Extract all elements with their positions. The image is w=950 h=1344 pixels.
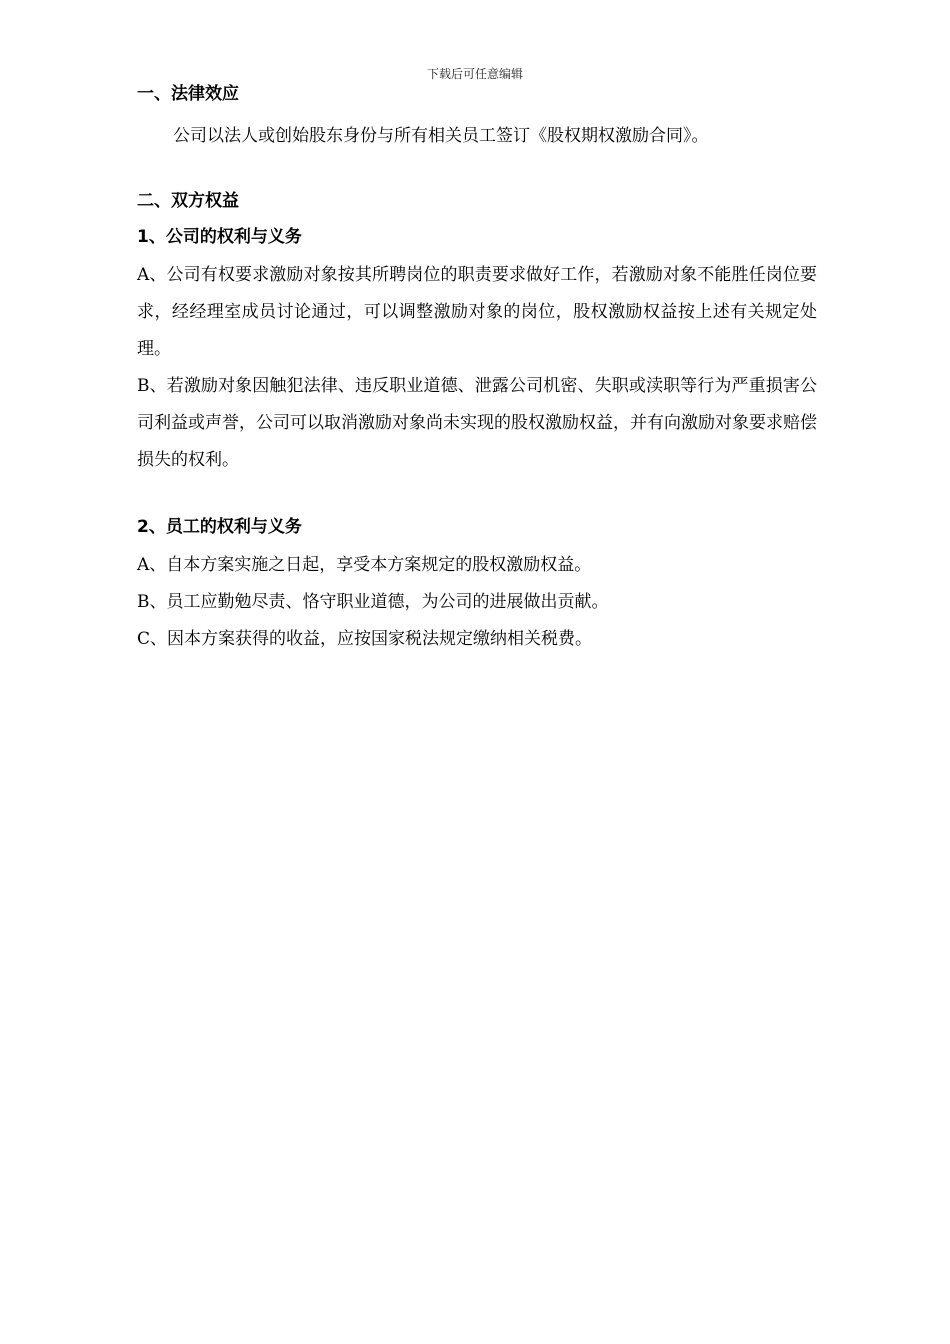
subheading-company-rights: 1、公司的权利与义务 xyxy=(137,227,302,247)
section-heading-mutual-rights: 二、双方权益 xyxy=(137,191,239,211)
subheading-employee-rights: 2、员工的权利与义务 xyxy=(137,517,302,537)
list-item-employee-b: B、员工应勤勉尽责、恪守职业道德，为公司的进展做出贡献。 xyxy=(137,592,609,612)
section-heading-legal-effect: 一、法律效应 xyxy=(137,84,239,104)
running-header: 下载后可任意编辑 xyxy=(426,67,523,81)
list-item-company-a: A、公司有权要求激励对象按其所聘岗位的职责要求做好工作，若激励对象不能胜任岗位要求，经经理室成员讨论通过，可以调整激励对象的岗位，股权激励权益按上述有关规定处理。 xyxy=(137,265,817,359)
list-item-company-b: B、若激励对象因触犯法律、违反职业道德、泄露公司机密、失职或渎职等行为严重损害公司利益或声誉，公司可以取消激励对象尚未实现的股权激励权益，并有向激励对象要求赔偿损失的权利。 xyxy=(137,376,817,470)
list-item-employee-c: C、因本方案获得的收益，应按国家税法规定缴纳相关税费。 xyxy=(137,629,593,649)
paragraph-legal-effect: 公司以法人或创始股东身份与所有相关员工签订《股权期权激励合同》。 xyxy=(173,126,709,146)
list-item-employee-a: A、自本方案实施之日起，享受本方案规定的股权激励权益。 xyxy=(137,555,592,575)
document-body xyxy=(137,82,817,658)
